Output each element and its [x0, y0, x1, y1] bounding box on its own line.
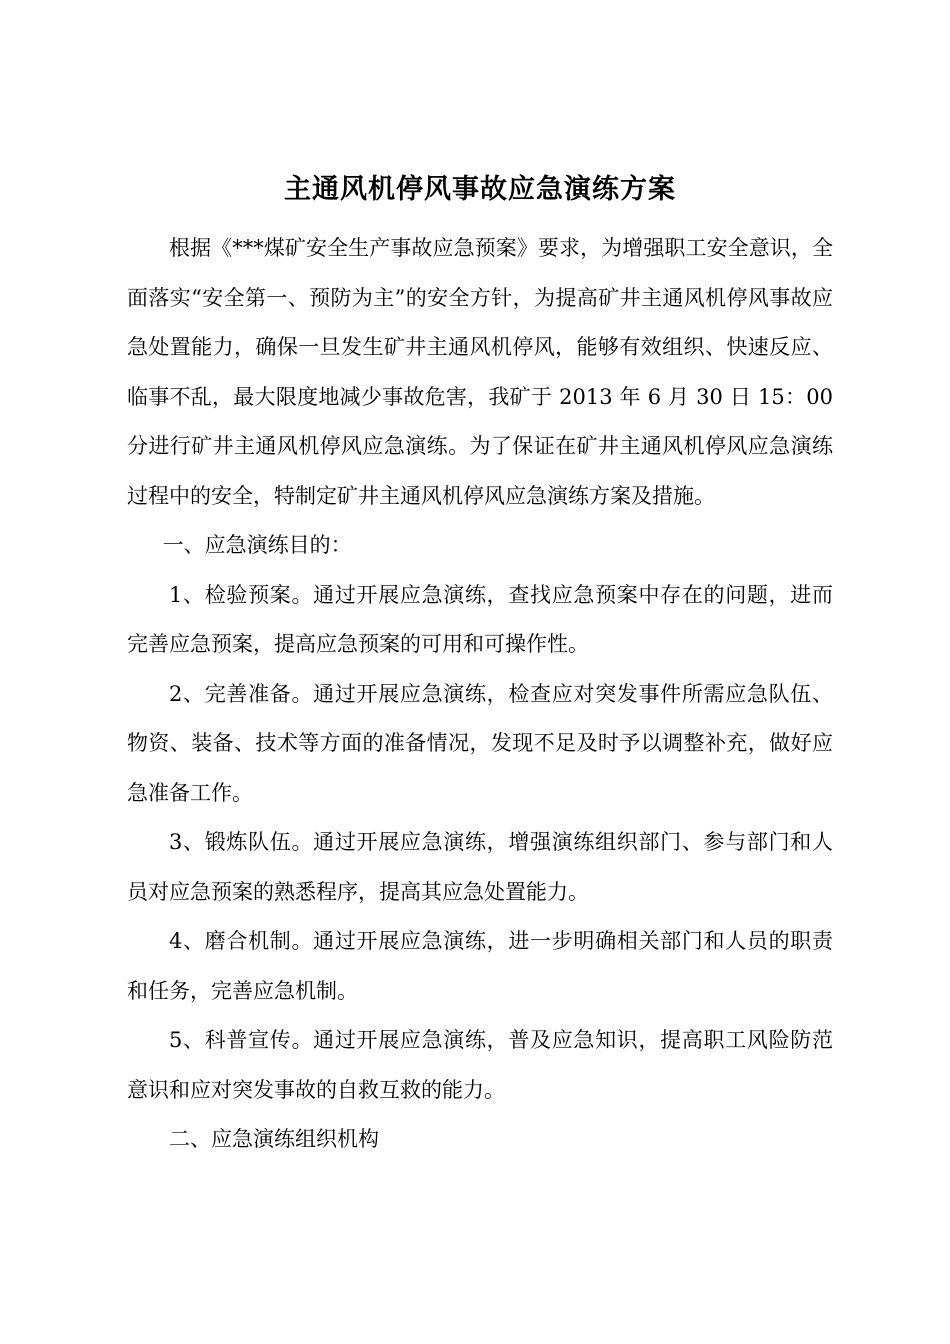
- purpose-item-5: 5、科普宣传。通过开展应急演练，普及应急知识，提高职工风险防范意识和应对突发事故的自救互救的能力。: [127, 1028, 833, 1102]
- section-heading-organization: 二、应急演练组织机构: [169, 1127, 379, 1151]
- document-title: 主通风机停风事故应急演练方案: [284, 174, 676, 205]
- purpose-item-1: 1、检验预案。通过开展应急演练，查找应急预案中存在的问题，进而完善应急预案，提高应急预案的可用和可操作性。: [127, 582, 833, 656]
- purpose-item-4: 4、磨合机制。通过开展应急演练，进一步明确相关部门和人员的职责和任务，完善应急机制。: [127, 929, 833, 1003]
- purpose-item-3: 3、锻炼队伍。通过开展应急演练，增强演练组织部门、参与部门和人员对应急预案的熟悉程序，提高其应急处置能力。: [127, 830, 833, 904]
- document-page: [127, 168, 833, 1165]
- section-heading-purpose: 一、应急演练目的：: [162, 533, 352, 557]
- purpose-item-2: 2、完善准备。通过开展应急演练，检查应对突发事件所需应急队伍、物资、装备、技术等方面的准备情况，发现不足及时予以调整补充，做好应急准备工作。: [127, 681, 833, 805]
- intro-paragraph: 根据《***煤矿安全生产事故应急预案》要求，为增强职工安全意识，全面落实“安全第一、预防为主”的安全方针，为提高矿井主通风机停风事故应急处置能力，确保一旦发生矿井主通风机停风，能够有效组织、快速反应、临事不乱，最大限度地减少事故危害，我矿于 2013 年 6 月 30 日 15：00 分进行矿井主通风机停风应急演练。为了保证在矿井主通风机停风应急演练过程中的安全，特制定矿井主通风机停风应急演练方案及措施。: [127, 236, 833, 508]
